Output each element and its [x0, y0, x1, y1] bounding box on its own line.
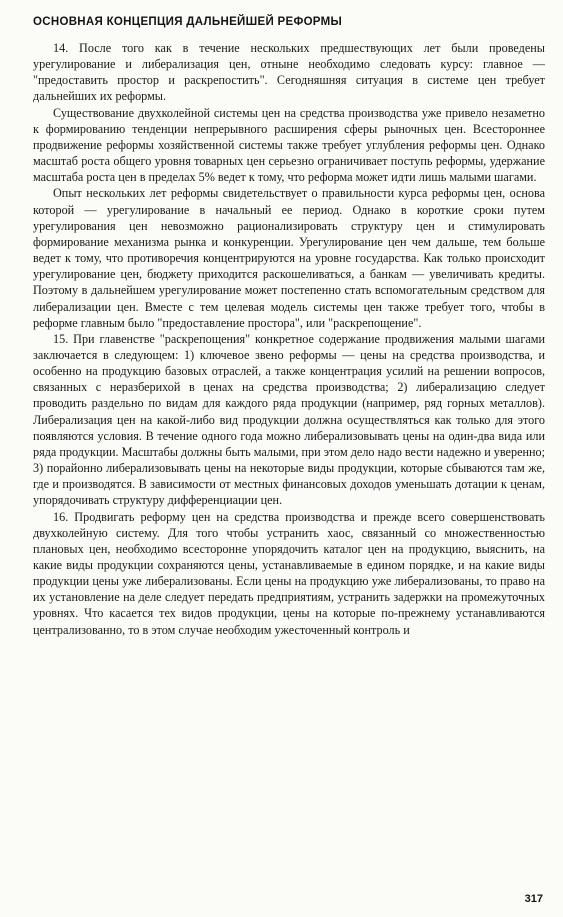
paragraph-15: 15. При главенстве "раскрепощения" конкретное содержание продвижения малыми шагами заключается в следующем: 1) ключевое звено реформы — цены на средства производства, и особенно на продукцию базовых отраслей, а также концентрация усилий на решении вопросов, связанных с неразберихой в ценах на средства производства; 2) либерализацию следует проводить раздельно по видам для каждого ряда продукции (например, ряд горных металлов). Либерализация цен на какой-либо вид продукции должна осуществляться как только для этого появляются условия. В течение одного года можно либерализовывать цены на один-два вида или ряда продукции. Масштабы должны быть малыми, при этом дело надо вести надежно и уверенно; 3) порайонно либерализовывать цены на некоторые виды продукции, которые сбываются там же, где и производятся. В зависимости от местных финансовых доходов уменьшать дотации к ценам, упорядочивать структуру дифференциации цен. — [33, 331, 545, 508]
body-text — [33, 40, 545, 638]
paragraph-16: 16. Продвигать реформу цен на средства производства и прежде всего совершенствовать двухколейную систему. Для того чтобы устранить хаос, связанный со множественностью плановых цен, необходимо всесторонне упорядочить каталог цен на продукцию, выяснить, на какие виды продукции сохраняются цены, устанавливаемые в едином порядке, и на какие виды продукции цены уже либерализованы. Если цены на продукцию уже либерализованы, то право на их установление на деле следует передать предприятиям, устранить задержки на промежуточных уровнях. Что касается тех видов продукции, цены на которые по-прежнему устанавливаются централизованно, то в этом случае необходим ужесточенный контроль и — [33, 509, 545, 637]
paragraph-reform-experience: Опыт нескольких лет реформы свидетельствует о правильности курса реформы цен, основа которой — урегулирование в начальный ее период. Однако в короткие сроки путем урегулирования цен невозможно рационализировать структуру цен и стимулировать формирование механизма рынка и конкуренции. Урегулирование цен чем дальше, тем больше ведет к тому, что противоречия концентрируются на уровне государства. Как только происходит урегулирование цен, бюджету приходится раскошеливаться, а банкам — увеличивать кредиты. Поэтому в дальнейшем урегулирование может постепенно стать вспомогательным средством для либерализации цен. Вместе с тем целевая модель системы цен также требует того, чтобы в реформе главным было "предоставление простора", или "раскрепощение". — [33, 186, 545, 330]
paragraph-14: 14. После того как в течение нескольких предшествующих лет были проведены урегулирование и либерализация цен, отныне необходимо следовать курсу: главное — "предоставить простор и раскрепостить". Сегодняшняя ситуация в системе цен требует дальнейших их реформы. — [33, 41, 545, 104]
section-heading: ОСНОВНАЯ КОНЦЕПЦИЯ ДАЛЬНЕЙШЕЙ РЕФОРМЫ — [33, 16, 343, 28]
paragraph-dual-track-system: Существование двухколейной системы цен на средства производства уже привело незаметно к формированию тенденции непрерывного расширения сферы рыночных цен. Всестороннее продвижение реформы хозяйственной системы также требует углубления реформы цен. Однако масштаб роста общего уровня товарных цен серьезно ограничивает поступь реформы, удержание масштаба роста цен в пределах 5% ведет к тому, что реформа может идти лишь малыми шагами. — [33, 105, 545, 185]
page-number: 317 — [524, 893, 543, 905]
